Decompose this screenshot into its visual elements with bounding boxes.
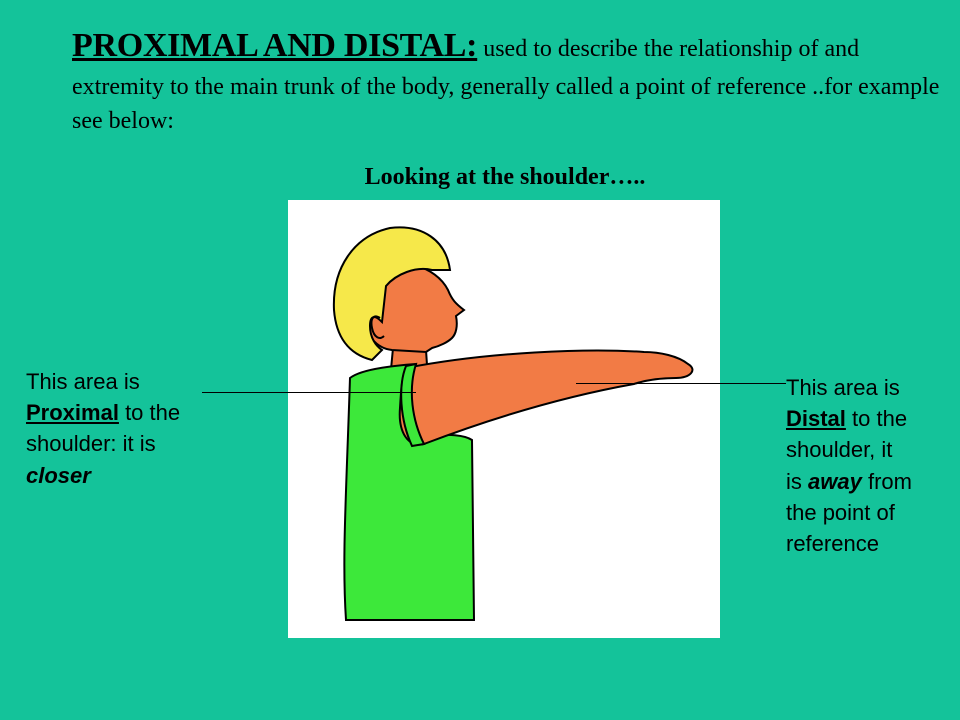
proximal-line-2-rest: to the [125,400,181,426]
proximal-line-1: This area is [26,369,140,394]
distal-line-4-post: from [867,468,912,494]
proximal-label [26,366,246,491]
distal-line-3: shoulder, it [786,437,893,463]
distal-keyword: Distal [786,406,846,432]
proximal-line-2 [26,397,246,428]
distal-line-6: reference [786,531,879,557]
distal-label [786,372,958,559]
distal-line-1: This area is [786,375,900,400]
subheading: Looking at the shoulder….. [364,164,646,190]
proximal-line-3: shoulder: it is [26,431,156,457]
person-illustration [288,200,720,638]
proximal-emphasis: closer [26,462,91,488]
distal-line-4 [786,466,958,497]
title-description: used to describe the relationship of and extremity to the main trunk of the body, generally called a point of reference ..for example see below: [72,36,940,135]
distal-line-4-pre: is [786,468,802,494]
proximal-keyword: Proximal [26,400,119,426]
distal-pointer-line [576,383,786,384]
distal-line-5: the point of [786,499,895,525]
title-heading: PROXIMAL AND DISTAL: [72,27,478,64]
distal-line-2 [786,403,958,434]
figure-panel [288,200,720,638]
title-block [72,22,957,138]
distal-emphasis: away [808,468,862,494]
arm [400,351,693,445]
distal-line-2-rest: to the [852,406,908,432]
